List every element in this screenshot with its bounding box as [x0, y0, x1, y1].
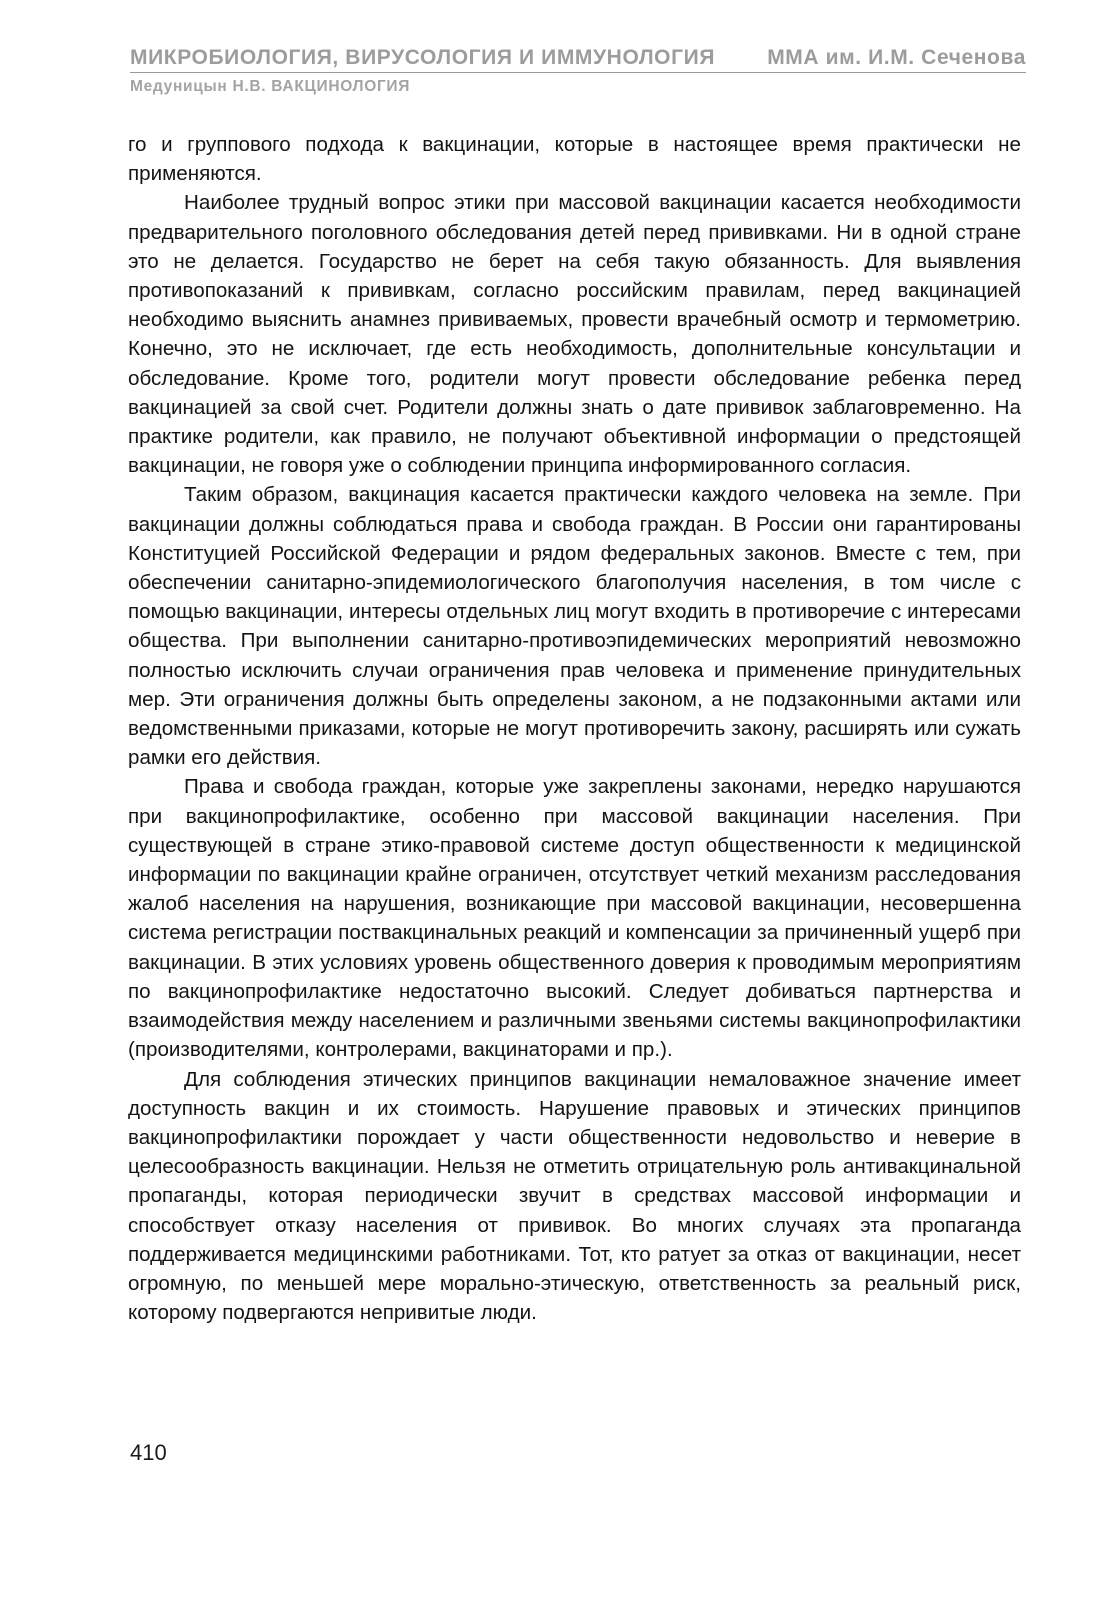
header-subject: МИКРОБИОЛОГИЯ, ВИРУСОЛОГИЯ И ИММУНОЛОГИЯ — [130, 46, 716, 69]
header-institution: ММА им. И.М. Сеченова — [767, 46, 1026, 69]
paragraph: Права и свобода граждан, которые уже закреплены законами, нередко нарушаются при вакцинопрофилактике, особенно при массовой вакцинации населения. При существующей в стране этико-правовой системе доступ общественности к медицинской информации по вакцинации крайне ограничен, отсутствует четкий механизм расследования жалоб населения на нарушения, возникающие при массовой вакцинации, несовершенна система регистрации поствакцинальных реакций и компенсации за причиненный ущерб при вакцинации. В этих условиях уровень общественного доверия к проводимым мероприятиям по вакцинопрофилактике недостаточно высокий. Следует добиваться партнерства и взаимодействия между населением и различными звеньями системы вакцинопрофилактики (производителями, контролерами, вакцинаторами и пр.). — [128, 775, 1021, 1062]
paragraph: Наиболее трудный вопрос этики при массовой вакцинации касается необходимости предварительного поголовного обследования детей перед прививками. Ни в одной стране это не делается. Государство не берет на себя такую обязанность. Для выявления противопоказаний к прививкам, согласно российским правилам, перед вакцинацией необходимо выяснить анамнез прививаемых, провести врачебный осмотр и термометрию. Конечно, это не исключает, где есть необходимость, дополнительные консультации и обследование. Кроме того, родители могут провести обследование ребенка перед вакцинацией за свой счет. Родители должны знать о дате прививок заблаговременно. На практике родители, как правило, не получают объективной информации о предстоящей вакцинации, не говоря уже о соблюдении принципа информированного согласия. — [128, 191, 1021, 478]
header-book: Медуницын Н.В. ВАКЦИНОЛОГИЯ — [130, 78, 411, 95]
paragraph: Таким образом, вакцинация касается практически каждого человека на земле. При вакцинации должны соблюдаться права и свобода граждан. В России они гарантированы Конституцией Российской Федерации и рядом федеральных законов. Вместе с тем, при обеспечении санитарно-эпидемиологического благополучия населения, в том числе с помощью вакцинации, интересы отдельных лиц могут входить в противоречие с интересами общества. При выполнении санитарно-противоэпидемических мероприятий невозможно полностью исключить случаи ограничения прав человека и применение принудительных мер. Эти ограничения должны быть определены законом, а не подзаконными актами или ведомственными приказами, которые не могут противоречить закону, расширять или сужать рамки его действия. — [128, 483, 1021, 770]
page-number: 410 — [130, 1440, 167, 1465]
paragraph: Для соблюдения этических принципов вакцинации немаловажное значение имеет доступность вакцин и их стоимость. Нарушение правовых и этических принципов вакцинопрофилактики порождает у части общественности недовольство и неверие в целесообразность вакцинации. Нельзя не отметить отрицательную роль антивакцинальной пропаганды, которая периодически звучит в средствах массовой информации и способствует отказу населения от прививок. Во многих случаях эта пропаганда поддерживается медицинскими работниками. Тот, кто ратует за отказ от вакцинации, несет огромную, по меньшей мере морально-этическую, ответственность за реальный риск, которому подвергаются непривитые люди. — [128, 1067, 1021, 1325]
header-title-row — [130, 46, 1026, 73]
running-header — [130, 46, 1026, 96]
page-body — [128, 130, 1021, 1327]
paragraph-continuation: го и группового подхода к вакцинации, которые в настоящее время практически не применяются. — [128, 133, 1021, 186]
